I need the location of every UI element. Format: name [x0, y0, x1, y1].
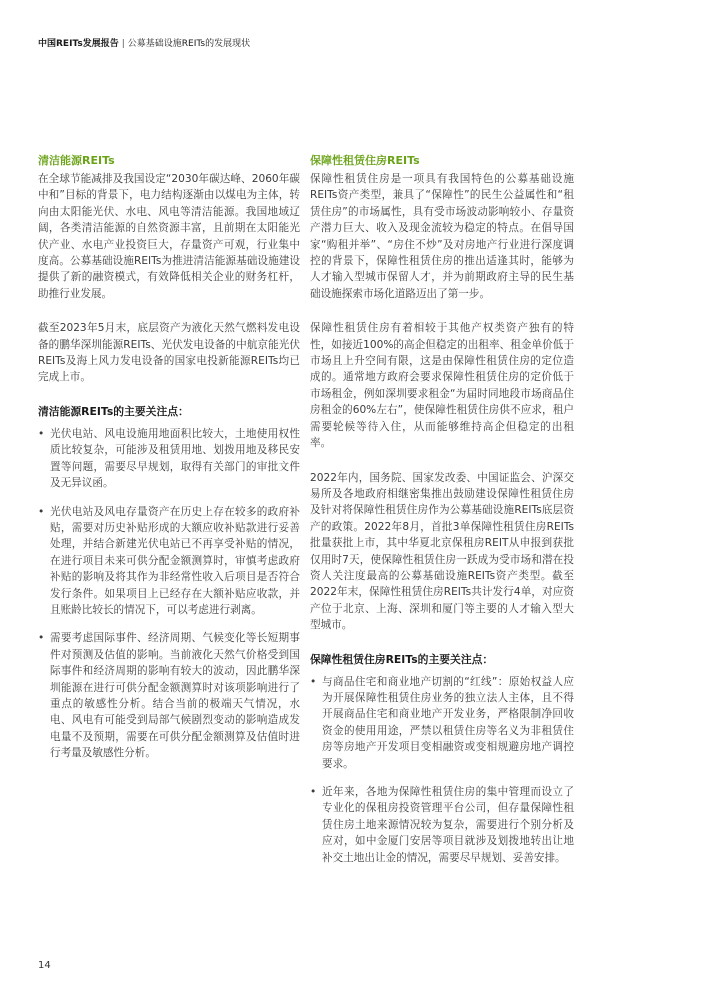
housing-focus-title: 保障性租赁住房REITs的主要关注点： [310, 652, 494, 666]
running-header [38, 36, 250, 49]
clean-energy-bullet-list [38, 426, 300, 762]
report-title: 中国REITs发展报告 [38, 39, 119, 49]
housing-para-1: 保障性租赁住房是一项具有我国特色的公募基础设施REITs资产类型，兼具了“保障性”的民生公益属性和“租赁住房”的市场属性，具有受市场波动影响较小、存量资产潜力巨大、收入及现金流较为稳定的特点。在倡导国家“购租并举”、“房住不炒”及对房地产行业进行深度调控的背景下，保障性租赁住房的推出适逢其时，能够为人才输入型城市保留人才，并为前期政府主导的民生基础设施探索市场化道路迈出了第一步。 [310, 173, 574, 300]
header-separator: | [121, 39, 125, 49]
clean-energy-title: 清洁能源REITs [38, 154, 115, 167]
list-item: • 需要考虑国际事件、经济周期、气候变化等长短期事件对预测及估值的影响。当前液化天然气价格受到国际事件和经济周期的影响有较大的波动，因此鹏华深圳能源在进行可供分配金额测算时对该项影响进行了重点的敏感性分析。结合当前的极端天气情况，水电、风电有可能受到局部气候剧烈变动的影响造成发电量不及预期，需要在可供分配金额测算及估值时进行考量及敏感性分析。 [38, 630, 300, 761]
list-item: • 光伏电站、风电设施用地面积比较大，土地使用权性质比较复杂，可能涉及租赁用地、划拨用地及移民安置等问题，需要尽早规划，取得有关部门的审批文件及无异议函。 [38, 426, 300, 492]
right-column [310, 153, 574, 878]
clean-energy-para-1: 在全球节能减排及我国设定“2030年碳达峰、2060年碳中和”目标的背景下，电力结构逐渐由以煤电为主体，转向由太阳能光伏、水电、风电等清洁能源。我国地域辽阔，各类清洁能源的自然资源丰富，且前期在太阳能光伏产业、水电产业投资巨大，存量资产可观，行业集中度高。公募基础设施REITs为推进清洁能源基础设施建设提供了新的融资模式，有效降低相关企业的财务杠杆，助推行业发展。 [38, 173, 300, 300]
left-column [38, 153, 300, 774]
list-item: • 与商品住宅和商业地产切割的“红线”：原始权益人应为开展保障性租赁住房业务的独立法人主体，且不得开展商品住宅和商业地产开发业务，严格限制净回收资金的使用用途，严禁以租赁住房等名义为非租赁住房等房地产开发项目变相融资或变相规避房地产调控要求。 [310, 674, 574, 772]
clean-energy-focus-title: 清洁能源REITs的主要关注点： [38, 404, 189, 418]
section-name: 公募基础设施REITs的发展现状 [127, 39, 251, 49]
clean-energy-para-2: 截至2023年5月末，底层资产为液化天然气燃料发电设备的鹏华深圳能源REITs、光伏发电设备的中航京能光伏REITs及海上风力发电设备的国家电投新能源REITs均已完成上市。 [38, 322, 300, 384]
housing-para-2: 保障性租赁住房有着相较于其他产权类资产独有的特性，如接近100%的高企但稳定的出租率、租金单价低于市场且上升空间有限，这是由保障性租赁住房的定位造成的。通常地方政府会要求保障性租赁住房的定价低于市场租金，例如深圳要求租金“为届时同地段市场商品住房租金的60%左右”，使保障性租赁住房供不应求，租户需要轮候等待入住，从而能够维持高企但稳定的出租率。 [310, 322, 574, 450]
list-item: • 近年来，各地为保障性租赁住房的集中管理而设立了专业化的保租房投资管理平台公司，但存量保障性租赁住房土地来源情况较为复杂，需要进行个别分析及应对，如中金厦门安居等项目就涉及划拨地转出让地补交土地出让金的情况，需要尽早规划、妥善安排。 [310, 784, 574, 866]
page-number: 14 [38, 960, 51, 971]
housing-bullet-list [310, 674, 574, 866]
housing-title: 保障性租赁住房REITs [310, 154, 420, 167]
housing-para-3: 2022年内，国务院、国家发改委、中国证监会、沪深交易所及各地政府相继密集推出鼓励建设保障性租赁住房及针对将保障性租赁住房作为公募基础设施REITs底层资产的政策。2022年8月，首批3单保障性租赁住房REITs批量获批上市，其中华夏北京保租房REIT从申报到获批仅用时7天，使保障性租赁住房一跃成为受市场和潜在投资人关注度最高的公募基础设施REITs资产类型。截至2022年末，保障性租赁住房REITs共计发行4单，对应资产位于北京、上海、深圳和厦门等主要的人才输入型大型城市。 [310, 471, 574, 632]
list-item: • 光伏电站及风电存量资产在历史上存在较多的政府补贴，需要对历史补贴形成的大额应收补贴款进行妥善处理，并结合新建光伏电站已不再享受补贴的情况，在进行项目未来可供分配金额测算时，审慎考虑政府补贴的影响及将其作为非经常性收入后项目是否符合发行条件。如果项目上已经存在大额补贴应收款，并且账龄比较长的情况下，可以考虑进行剥离。 [38, 504, 300, 619]
